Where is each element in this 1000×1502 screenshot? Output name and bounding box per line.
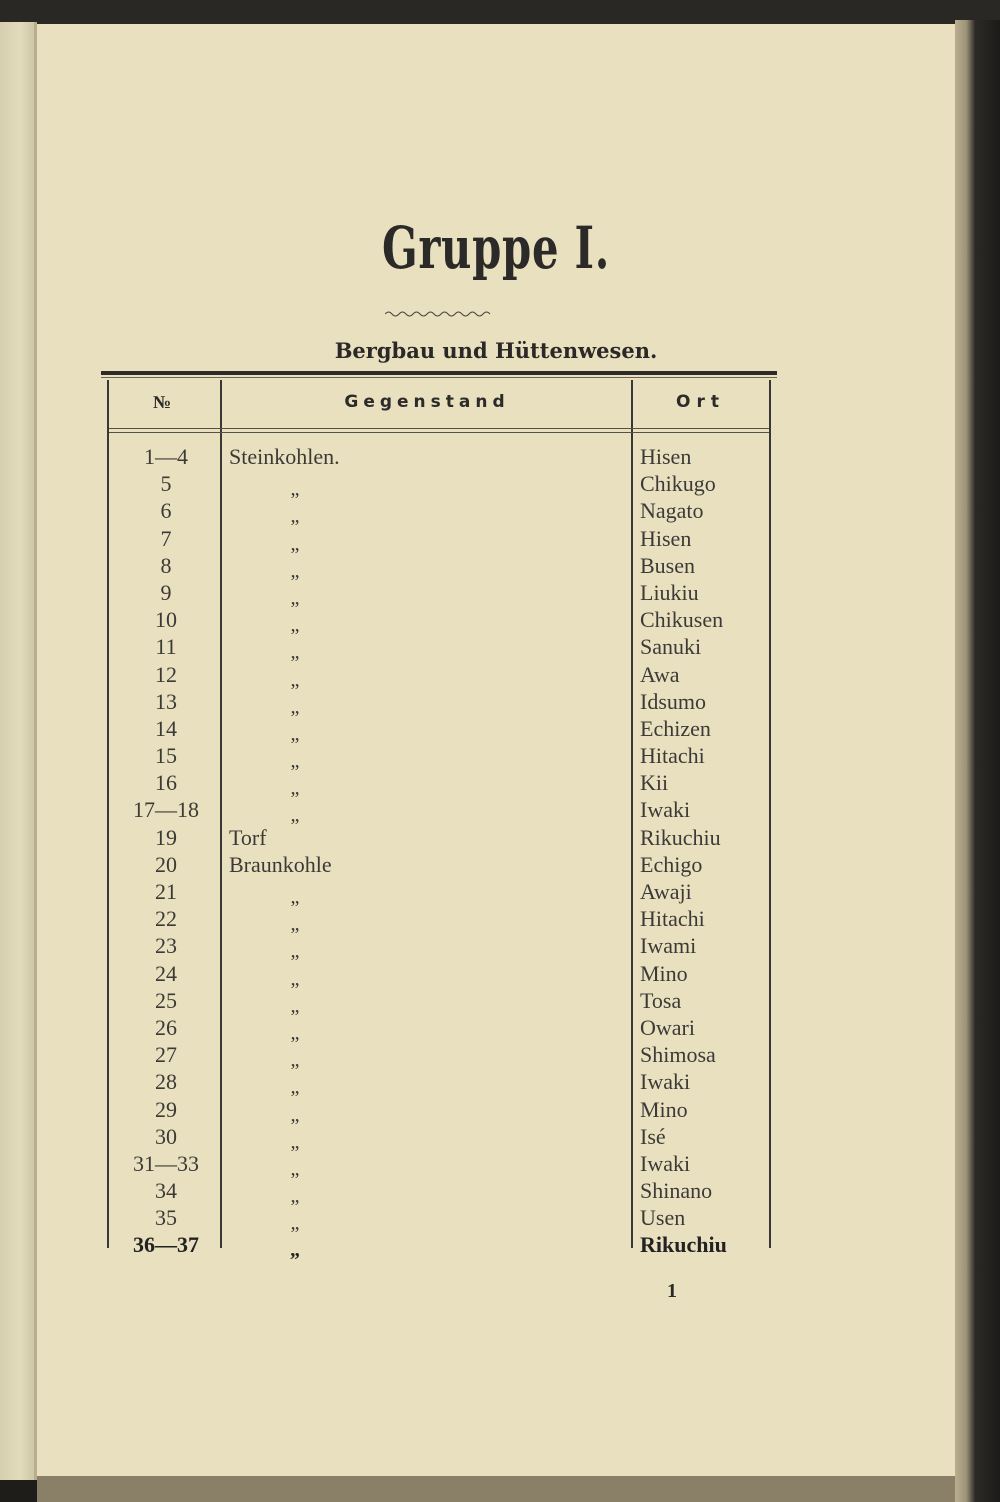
row-subject: „ xyxy=(290,1021,300,1044)
book-page xyxy=(37,24,955,1476)
table-row xyxy=(37,633,955,664)
table-row xyxy=(37,1123,955,1153)
row-subject: „ xyxy=(290,967,300,990)
row-subject: „ xyxy=(290,586,300,609)
row-number: 14 xyxy=(155,715,177,741)
row-number: 5 xyxy=(160,471,172,497)
table-row xyxy=(37,851,955,878)
row-number: 28 xyxy=(155,1069,177,1095)
table-row xyxy=(37,606,955,637)
table-row xyxy=(37,1204,955,1235)
row-subject: „ xyxy=(290,695,300,718)
row-subject: „ xyxy=(290,1103,300,1126)
row-subject: Braunkohle xyxy=(229,851,332,877)
table-row xyxy=(37,525,955,555)
row-place: Echizen xyxy=(640,715,711,741)
table-row xyxy=(37,443,955,470)
row-number: 21 xyxy=(155,879,177,904)
row-place: Shimosa xyxy=(640,1042,716,1068)
row-subject: „ xyxy=(290,1049,300,1072)
row-number: 22 xyxy=(155,906,177,932)
row-place: Iwaki xyxy=(640,797,691,823)
table-row xyxy=(37,824,955,851)
row-place: Mino xyxy=(640,1096,688,1122)
table-row xyxy=(37,769,955,800)
table-row xyxy=(37,497,955,528)
row-subject: „ xyxy=(290,750,300,773)
ornament-divider xyxy=(385,308,495,320)
table-row xyxy=(37,1068,955,1099)
header-rule xyxy=(109,428,769,429)
row-subject: „ xyxy=(290,1157,300,1180)
row-place: Mino xyxy=(640,960,688,986)
row-place: Hitachi xyxy=(640,743,705,769)
row-subject: „ xyxy=(290,532,300,555)
section-subtitle: Bergbau und Hüttenwesen. xyxy=(334,338,658,363)
row-number: 13 xyxy=(155,688,177,714)
row-place: Iwami xyxy=(640,933,697,959)
table-row xyxy=(37,1041,955,1072)
row-subject: „ xyxy=(290,641,300,664)
table-row xyxy=(37,1231,955,1262)
row-place: Rikuchiu xyxy=(640,1232,727,1258)
row-number: 19 xyxy=(155,824,177,850)
row-number: 29 xyxy=(155,1096,177,1122)
table-top-rule-thin xyxy=(101,377,777,378)
table-row xyxy=(37,878,955,908)
row-place: Awaji xyxy=(640,879,692,904)
row-place: Nagato xyxy=(640,498,704,524)
row-number: 25 xyxy=(155,987,177,1013)
table-row xyxy=(37,579,955,609)
row-number: 17—18 xyxy=(133,797,199,823)
table-row xyxy=(37,552,955,582)
row-subject: „ xyxy=(290,1076,300,1099)
row-number: 23 xyxy=(155,933,177,959)
table-row xyxy=(37,1150,955,1180)
row-place: Owari xyxy=(640,1014,695,1040)
row-number: 15 xyxy=(155,743,177,769)
header-subject: Gegenstand xyxy=(344,392,510,412)
row-number: 9 xyxy=(160,579,172,605)
page-bottom-shadow xyxy=(37,1476,955,1502)
row-place: Isé xyxy=(640,1123,666,1149)
row-number: 8 xyxy=(160,552,172,578)
row-place: Busen xyxy=(640,552,695,578)
row-number: 27 xyxy=(155,1042,177,1068)
row-subject: Steinkohlen. xyxy=(229,444,340,469)
row-place: Idsumo xyxy=(640,688,706,714)
row-place: Hisen xyxy=(640,525,692,551)
row-place: Awa xyxy=(640,661,680,687)
row-place: Hitachi xyxy=(640,906,705,932)
table-row xyxy=(37,661,955,691)
row-subject: „ xyxy=(290,478,300,501)
group-title: Gruppe I. xyxy=(381,214,611,282)
row-number: 10 xyxy=(155,607,177,633)
table-top-rule xyxy=(101,371,777,375)
row-subject: „ xyxy=(290,886,300,908)
row-subject: „ xyxy=(290,994,300,1017)
row-place: Iwaki xyxy=(640,1150,691,1176)
facing-page-edge xyxy=(0,22,34,1480)
row-number: 1—4 xyxy=(144,444,188,469)
scan-border-top xyxy=(0,0,1000,24)
row-subject: „ xyxy=(290,1185,300,1208)
row-number: 20 xyxy=(155,851,177,877)
table-row xyxy=(37,742,955,773)
table-row xyxy=(37,960,955,990)
row-subject: Torf xyxy=(229,824,267,850)
table-body xyxy=(37,443,955,1262)
row-number: 6 xyxy=(160,498,172,524)
table-row xyxy=(37,987,955,1017)
row-subject: „ xyxy=(290,505,300,528)
header-number: № xyxy=(152,392,172,412)
row-subject: „ xyxy=(290,668,300,691)
row-subject: „ xyxy=(290,614,300,637)
table-row xyxy=(37,932,955,963)
row-place: Usen xyxy=(640,1205,686,1231)
table-row xyxy=(37,1096,955,1126)
row-place: Chikugo xyxy=(640,471,716,497)
table-row xyxy=(37,1177,955,1208)
row-number: 30 xyxy=(155,1123,177,1149)
page-number: 1 xyxy=(667,1280,677,1302)
row-place: Rikuchiu xyxy=(640,824,721,850)
row-subject: „ xyxy=(290,722,300,745)
row-place: Tosa xyxy=(640,987,682,1013)
row-place: Liukiu xyxy=(640,579,699,605)
table-row xyxy=(37,715,955,745)
book-cover-edge xyxy=(955,20,1000,1502)
row-place: Chikusen xyxy=(640,607,724,633)
row-subject: „ xyxy=(290,913,300,936)
row-subject: „ xyxy=(290,777,300,800)
row-place: Hisen xyxy=(640,444,692,469)
row-place: Echigo xyxy=(640,851,703,877)
row-number: 16 xyxy=(155,770,177,796)
row-place: Iwaki xyxy=(640,1069,691,1095)
row-subject: „ xyxy=(290,940,300,963)
header-rule-double xyxy=(109,432,769,433)
row-subject: „ xyxy=(290,1212,300,1235)
table-row xyxy=(37,796,955,827)
row-place: Kii xyxy=(640,770,669,796)
row-number: 12 xyxy=(155,661,177,687)
row-number: 11 xyxy=(155,634,177,660)
row-subject: „ xyxy=(290,1130,300,1153)
row-place: Sanuki xyxy=(640,634,702,660)
table-row xyxy=(37,1014,955,1044)
row-number: 26 xyxy=(155,1014,177,1040)
row-number: 31—33 xyxy=(133,1150,199,1176)
row-number: 7 xyxy=(160,525,172,551)
row-place: Shinano xyxy=(640,1178,713,1204)
table-row xyxy=(37,470,955,501)
row-number: 36—37 xyxy=(133,1232,199,1258)
row-subject: „ xyxy=(290,559,300,582)
header-place: Ort xyxy=(676,392,725,412)
row-number: 34 xyxy=(155,1178,177,1204)
row-number: 24 xyxy=(155,960,177,986)
row-subject: „ xyxy=(290,804,300,827)
row-subject: „ xyxy=(290,1239,300,1262)
table-row xyxy=(37,688,955,718)
row-number: 35 xyxy=(155,1205,177,1231)
table-row xyxy=(37,905,955,936)
